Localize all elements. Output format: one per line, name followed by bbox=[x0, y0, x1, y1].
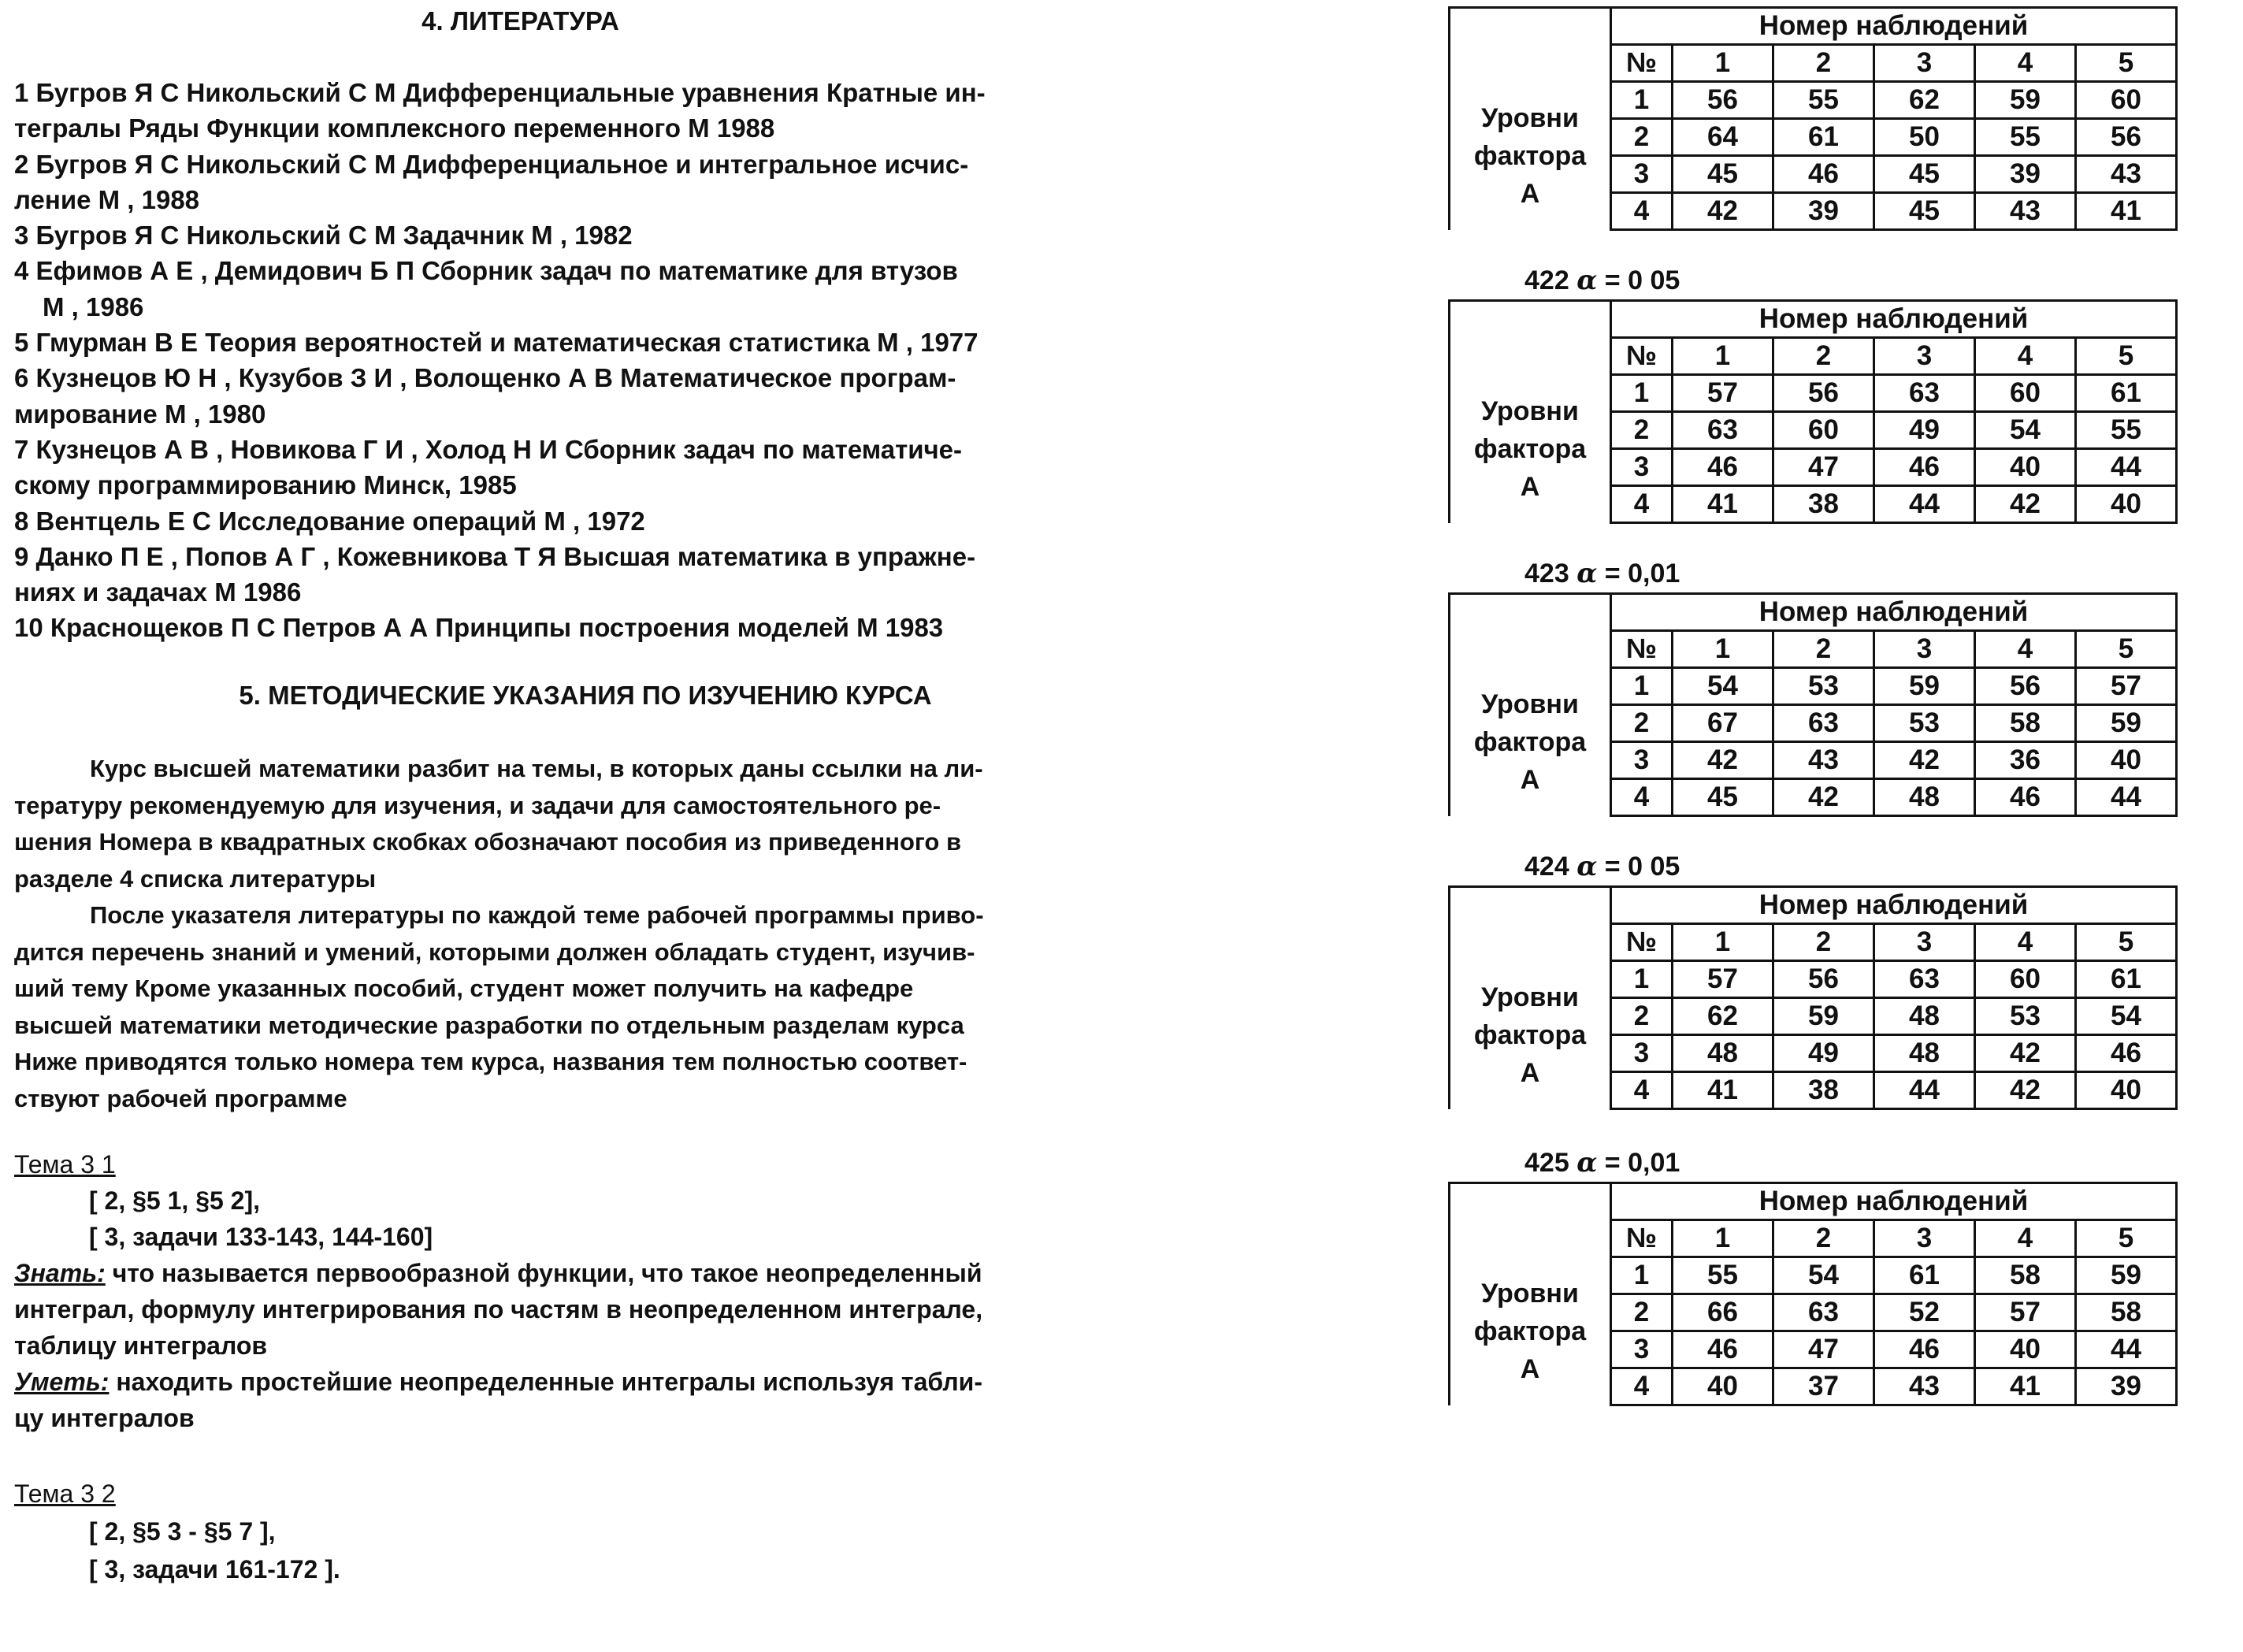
column-header: 5 bbox=[2076, 924, 2177, 961]
table-cell: 53 bbox=[1975, 998, 2076, 1035]
observations-header: Номер наблюдений bbox=[1611, 887, 2177, 924]
table-cell: 56 bbox=[2076, 119, 2177, 156]
table-cell: 66 bbox=[1673, 1294, 1773, 1331]
literature-ref-line: ление М , 1988 bbox=[14, 184, 200, 214]
column-header: 5 bbox=[2076, 1220, 2177, 1257]
alpha-value: 0 05 bbox=[1628, 265, 1680, 295]
column-header: 4 bbox=[1975, 1220, 2076, 1257]
table-cell: 63 bbox=[1874, 375, 1975, 412]
table-cell: 40 bbox=[2076, 742, 2177, 779]
table-cell: 59 bbox=[2076, 705, 2177, 742]
task-number: 425 bbox=[1524, 1148, 1569, 1178]
table-cell: 67 bbox=[1673, 705, 1773, 742]
table-cell: 47 bbox=[1773, 1331, 1874, 1368]
column-header: 2 bbox=[1773, 1220, 1874, 1257]
table-row bbox=[1450, 375, 2177, 412]
topic-ref: [ 3, задачи 133-143, 144-160] bbox=[89, 1223, 433, 1251]
table-cell: 45 bbox=[1673, 156, 1773, 193]
alpha-symbol: α bbox=[1576, 851, 1598, 882]
table-cell: 43 bbox=[1874, 1368, 1975, 1405]
literature-ref-line: скому программированию Минск, 1985 bbox=[14, 470, 517, 500]
guide-paragraphs bbox=[14, 751, 1133, 1117]
observation-table bbox=[1448, 885, 2178, 1110]
literature-ref-line: 10 Краснощеков П С Петров А А Принципы построения моделей М 1983 bbox=[14, 613, 944, 643]
observation-table bbox=[1448, 1182, 2178, 1406]
column-header: 2 bbox=[1773, 631, 1874, 668]
table-cell: 42 bbox=[1975, 486, 2076, 523]
table-cell: 57 bbox=[1673, 961, 1773, 998]
equals-sign: = bbox=[1597, 559, 1628, 588]
table-cell: 56 bbox=[1773, 961, 1874, 998]
table-cell: 48 bbox=[1874, 1035, 1975, 1072]
number-sign-header: № bbox=[1611, 631, 1673, 668]
table-cell: 53 bbox=[1874, 705, 1975, 742]
table-corner bbox=[1450, 887, 1611, 924]
task-number: 422 bbox=[1524, 265, 1569, 295]
know-line: таблицу интегралов bbox=[14, 1331, 268, 1360]
table-cell: 63 bbox=[1773, 1294, 1874, 1331]
column-header: 3 bbox=[1874, 631, 1975, 668]
row-number: 1 bbox=[1611, 961, 1673, 998]
column-header: 2 bbox=[1773, 924, 1874, 961]
literature-ref-line: 8 Вентцель Е С Исследование операций М , 1972 bbox=[14, 506, 645, 536]
can-line: цу интегралов bbox=[14, 1404, 195, 1432]
table-cell: 47 bbox=[1773, 449, 1874, 486]
table-cell: 46 bbox=[1773, 156, 1874, 193]
table-corner bbox=[1450, 8, 1611, 45]
table-cell: 42 bbox=[1975, 1072, 2076, 1109]
table-cell: 59 bbox=[1773, 998, 1874, 1035]
factor-label bbox=[1450, 1257, 1611, 1405]
factor-label bbox=[1450, 961, 1611, 1109]
table-cell: 42 bbox=[1673, 742, 1773, 779]
table-cell: 39 bbox=[1975, 156, 2076, 193]
know-text: что называется первообразной функции, что такое неопределенный bbox=[105, 1259, 982, 1287]
alpha-symbol: α bbox=[1576, 1147, 1598, 1179]
column-header: 1 bbox=[1673, 924, 1773, 961]
table-cell: 60 bbox=[2076, 82, 2177, 119]
column-header: 1 bbox=[1673, 631, 1773, 668]
table-cell: 63 bbox=[1673, 412, 1773, 449]
table-cell: 62 bbox=[1874, 82, 1975, 119]
guide-heading: 5. МЕТОДИЧЕСКИЕ УКАЗАНИЯ ПО ИЗУЧЕНИЮ КУРСА bbox=[239, 681, 932, 710]
task-caption bbox=[1524, 558, 1680, 589]
column-header: 5 bbox=[2076, 45, 2177, 82]
row-number: 2 bbox=[1611, 705, 1673, 742]
table-cell: 58 bbox=[1975, 705, 2076, 742]
know-line: интеграл, формулу интегрирования по частям в неопределенном интеграле, bbox=[14, 1295, 983, 1323]
row-number: 3 bbox=[1611, 449, 1673, 486]
table-cell: 57 bbox=[1975, 1294, 2076, 1331]
observations-header: Номер наблюдений bbox=[1611, 8, 2177, 45]
table-cell: 38 bbox=[1773, 486, 1874, 523]
table-cell: 57 bbox=[2076, 668, 2177, 705]
topic-3-2 bbox=[14, 1475, 1133, 1588]
table-cell: 48 bbox=[1874, 998, 1975, 1035]
factor-label bbox=[1450, 375, 1611, 523]
table-corner bbox=[1450, 338, 1611, 375]
table-cell: 61 bbox=[1874, 1257, 1975, 1294]
alpha-value: 0 05 bbox=[1628, 852, 1680, 882]
guide-line: Курс высшей математики разбит на темы, в которых даны ссылки на ли- bbox=[90, 755, 983, 782]
factor-label-line: А bbox=[1520, 471, 1540, 502]
table-cell: 44 bbox=[1874, 486, 1975, 523]
column-header: 2 bbox=[1773, 45, 1874, 82]
literature-ref-line: 5 Гмурман В Е Теория вероятностей и математическая статистика М , 1977 bbox=[14, 328, 979, 358]
table-cell: 54 bbox=[2076, 998, 2177, 1035]
table-corner bbox=[1450, 631, 1611, 668]
factor-label-line: фактора bbox=[1473, 1019, 1587, 1050]
table-cell: 59 bbox=[2076, 1257, 2177, 1294]
factor-label-line: А bbox=[1520, 1057, 1540, 1088]
table-cell: 64 bbox=[1673, 119, 1773, 156]
table-corner bbox=[1450, 301, 1611, 338]
topic-title: Тема 3 2 bbox=[14, 1479, 116, 1508]
table-cell: 50 bbox=[1874, 119, 1975, 156]
table-cell: 39 bbox=[2076, 1368, 2177, 1405]
table-cell: 55 bbox=[1975, 119, 2076, 156]
table-cell: 48 bbox=[1874, 779, 1975, 816]
literature-ref-line: М , 1986 bbox=[43, 291, 144, 321]
table-cell: 54 bbox=[1975, 412, 2076, 449]
column-header: 1 bbox=[1673, 338, 1773, 375]
alpha-value: 0,01 bbox=[1628, 1148, 1680, 1178]
table-cell: 61 bbox=[2076, 961, 2177, 998]
column-header: 3 bbox=[1874, 45, 1975, 82]
literature-ref-line: 9 Данко П Е , Попов А Г , Кожевникова Т Я Высшая математика в упражне- bbox=[14, 541, 976, 571]
equals-sign: = bbox=[1597, 852, 1628, 882]
column-header: 5 bbox=[2076, 338, 2177, 375]
guide-line: высшей математики методические разработки по отдельным разделам курса bbox=[14, 1011, 964, 1039]
row-number: 2 bbox=[1611, 119, 1673, 156]
factor-label-line: А bbox=[1520, 764, 1540, 795]
table-corner bbox=[1450, 45, 1611, 82]
observations-header: Номер наблюдений bbox=[1611, 301, 2177, 338]
table-cell: 63 bbox=[1874, 961, 1975, 998]
literature-heading: 4. ЛИТЕРАТУРА bbox=[421, 6, 619, 35]
observation-table bbox=[1448, 6, 2178, 231]
row-number: 4 bbox=[1611, 1368, 1673, 1405]
table-row bbox=[1450, 961, 2177, 998]
row-number: 1 bbox=[1611, 82, 1673, 119]
table-cell: 60 bbox=[1773, 412, 1874, 449]
row-number: 4 bbox=[1611, 486, 1673, 523]
table-cell: 43 bbox=[2076, 156, 2177, 193]
alpha-symbol: α bbox=[1576, 265, 1598, 296]
table-cell: 60 bbox=[1975, 375, 2076, 412]
row-number: 3 bbox=[1611, 156, 1673, 193]
topic-3-1 bbox=[14, 1146, 1133, 1436]
row-number: 1 bbox=[1611, 375, 1673, 412]
task-number: 423 bbox=[1524, 559, 1569, 588]
factor-label-line: А bbox=[1520, 1353, 1540, 1384]
table-cell: 63 bbox=[1773, 705, 1874, 742]
table-cell: 42 bbox=[1673, 193, 1773, 230]
know-line bbox=[14, 1255, 1133, 1291]
factor-label-line: А bbox=[1520, 178, 1540, 209]
observations-header: Номер наблюдений bbox=[1611, 594, 2177, 631]
guide-line: ший тему Кроме указанных пособий, студент может получить на кафедре bbox=[14, 974, 914, 1002]
row-number: 2 bbox=[1611, 1294, 1673, 1331]
can-line bbox=[14, 1364, 1133, 1400]
task-caption bbox=[1524, 851, 1680, 882]
topic-ref: [ 2, §5 1, §5 2], bbox=[89, 1186, 261, 1215]
table-cell: 37 bbox=[1773, 1368, 1874, 1405]
table-cell: 49 bbox=[1874, 412, 1975, 449]
table-cell: 48 bbox=[1673, 1035, 1773, 1072]
factor-label-line: Уровни bbox=[1481, 102, 1579, 133]
alpha-symbol: α bbox=[1576, 558, 1598, 589]
guide-line: ствуют рабочей программе bbox=[14, 1084, 347, 1112]
number-sign-header: № bbox=[1611, 1220, 1673, 1257]
row-number: 4 bbox=[1611, 779, 1673, 816]
literature-ref-line: 1 Бугров Я С Никольский С М Дифференциальные уравнения Кратные ин- bbox=[14, 78, 986, 107]
row-number: 1 bbox=[1611, 1257, 1673, 1294]
factor-label-line: фактора bbox=[1473, 1316, 1587, 1346]
table-cell: 41 bbox=[1975, 1368, 2076, 1405]
table-cell: 40 bbox=[1975, 449, 2076, 486]
column-header: 4 bbox=[1975, 45, 2076, 82]
row-number: 3 bbox=[1611, 1331, 1673, 1368]
table-cell: 46 bbox=[1673, 1331, 1773, 1368]
table-cell: 52 bbox=[1874, 1294, 1975, 1331]
column-header: 4 bbox=[1975, 924, 2076, 961]
literature-ref-line: 4 Ефимов А Е , Демидович Б П Сборник задач по математике для втузов bbox=[14, 256, 958, 286]
literature-ref-line: 6 Кузнецов Ю Н , Кузубов З И , Волощенко А В Математическое програм- bbox=[14, 363, 956, 393]
factor-label-line: фактора bbox=[1473, 140, 1587, 171]
row-number: 3 bbox=[1611, 1035, 1673, 1072]
table-cell: 56 bbox=[1673, 82, 1773, 119]
table-cell: 57 bbox=[1673, 375, 1773, 412]
table-cell: 46 bbox=[1673, 449, 1773, 486]
table-cell: 61 bbox=[2076, 375, 2177, 412]
column-header: 1 bbox=[1673, 1220, 1773, 1257]
row-number: 1 bbox=[1611, 668, 1673, 705]
table-cell: 38 bbox=[1773, 1072, 1874, 1109]
table-cell: 41 bbox=[1673, 1072, 1773, 1109]
factor-label-line: фактора bbox=[1473, 726, 1587, 757]
table-cell: 40 bbox=[2076, 1072, 2177, 1109]
guide-line: тературу рекомендуемую для изучения, и задачи для самостоятельного ре- bbox=[14, 791, 941, 819]
table-cell: 44 bbox=[2076, 779, 2177, 816]
row-number: 4 bbox=[1611, 1072, 1673, 1109]
table-cell: 46 bbox=[1874, 1331, 1975, 1368]
row-number: 3 bbox=[1611, 742, 1673, 779]
table-cell: 42 bbox=[1874, 742, 1975, 779]
table-cell: 56 bbox=[1773, 375, 1874, 412]
table-corner bbox=[1450, 1183, 1611, 1220]
task-number: 424 bbox=[1524, 852, 1569, 882]
alpha-value: 0,01 bbox=[1628, 559, 1680, 588]
column-header: 3 bbox=[1874, 924, 1975, 961]
table-cell: 46 bbox=[2076, 1035, 2177, 1072]
table-cell: 45 bbox=[1874, 193, 1975, 230]
column-header: 3 bbox=[1874, 1220, 1975, 1257]
literature-ref-line: 3 Бугров Я С Никольский С М Задачник М , 1982 bbox=[14, 221, 633, 251]
number-sign-header: № bbox=[1611, 45, 1673, 82]
table-cell: 55 bbox=[1673, 1257, 1773, 1294]
table-cell: 58 bbox=[2076, 1294, 2177, 1331]
table-cell: 60 bbox=[1975, 961, 2076, 998]
table-cell: 54 bbox=[1773, 1257, 1874, 1294]
table-cell: 53 bbox=[1773, 668, 1874, 705]
table-corner bbox=[1450, 1220, 1611, 1257]
topic-ref: [ 2, §5 3 - §5 7 ], bbox=[89, 1517, 276, 1546]
table-cell: 56 bbox=[1975, 668, 2076, 705]
literature-list bbox=[14, 75, 1133, 646]
number-sign-header: № bbox=[1611, 338, 1673, 375]
table-cell: 45 bbox=[1874, 156, 1975, 193]
table-cell: 55 bbox=[2076, 412, 2177, 449]
topic-title: Тема 3 1 bbox=[14, 1150, 116, 1179]
observation-table bbox=[1448, 299, 2178, 524]
equals-sign: = bbox=[1597, 265, 1628, 295]
factor-label-line: Уровни bbox=[1481, 395, 1579, 426]
table-cell: 41 bbox=[1673, 486, 1773, 523]
guide-line: Ниже приводятся только номера тем курса, названия тем полностью соответ- bbox=[14, 1048, 967, 1075]
table-cell: 46 bbox=[1975, 779, 2076, 816]
literature-ref-line: 7 Кузнецов А В , Новикова Г И , Холод Н И Сборник задач по математиче- bbox=[14, 434, 963, 464]
factor-label-line: фактора bbox=[1473, 433, 1587, 464]
table-cell: 62 bbox=[1673, 998, 1773, 1035]
row-number: 2 bbox=[1611, 998, 1673, 1035]
table-cell: 44 bbox=[2076, 449, 2177, 486]
table-cell: 58 bbox=[1975, 1257, 2076, 1294]
table-cell: 42 bbox=[1773, 779, 1874, 816]
table-row bbox=[1450, 82, 2177, 119]
table-cell: 43 bbox=[1975, 193, 2076, 230]
table-cell: 43 bbox=[1773, 742, 1874, 779]
literature-ref-line: тегралы Ряды Функции комплексного переменного М 1988 bbox=[14, 113, 775, 143]
table-corner bbox=[1450, 594, 1611, 631]
can-keyword: Уметь: bbox=[14, 1368, 110, 1396]
table-row bbox=[1450, 668, 2177, 705]
table-cell: 54 bbox=[1673, 668, 1773, 705]
table-row bbox=[1450, 1257, 2177, 1294]
know-keyword: Знать: bbox=[14, 1259, 106, 1287]
column-header: 4 bbox=[1975, 338, 2076, 375]
table-cell: 40 bbox=[2076, 486, 2177, 523]
column-header: 5 bbox=[2076, 631, 2177, 668]
table-cell: 40 bbox=[1673, 1368, 1773, 1405]
row-number: 2 bbox=[1611, 412, 1673, 449]
factor-label-line: Уровни bbox=[1481, 689, 1579, 719]
row-number: 4 bbox=[1611, 193, 1673, 230]
task-caption bbox=[1524, 265, 1680, 296]
table-cell: 44 bbox=[2076, 1331, 2177, 1368]
table-cell: 59 bbox=[1874, 668, 1975, 705]
table-cell: 42 bbox=[1975, 1035, 2076, 1072]
observation-table bbox=[1448, 592, 2178, 817]
factor-label-line: Уровни bbox=[1481, 1278, 1579, 1309]
task-caption bbox=[1524, 1147, 1680, 1179]
number-sign-header: № bbox=[1611, 924, 1673, 961]
factor-label bbox=[1450, 82, 1611, 230]
can-text: находить простейшие неопределенные интегралы используя табли- bbox=[109, 1368, 982, 1396]
table-cell: 39 bbox=[1773, 193, 1874, 230]
table-cell: 49 bbox=[1773, 1035, 1874, 1072]
literature-ref-line: мирование М , 1980 bbox=[14, 399, 266, 429]
table-corner bbox=[1450, 924, 1611, 961]
factor-label-line: Уровни bbox=[1481, 982, 1579, 1012]
column-header: 4 bbox=[1975, 631, 2076, 668]
topic-ref: [ 3, задачи 161-172 ]. bbox=[89, 1555, 340, 1583]
table-cell: 36 bbox=[1975, 742, 2076, 779]
guide-line: После указателя литературы по каждой теме рабочей программы приво- bbox=[90, 901, 984, 929]
table-cell: 55 bbox=[1773, 82, 1874, 119]
column-header: 1 bbox=[1673, 45, 1773, 82]
observations-header: Номер наблюдений bbox=[1611, 1183, 2177, 1220]
literature-ref-line: ниях и задачах М 1986 bbox=[14, 577, 302, 607]
factor-label bbox=[1450, 668, 1611, 816]
column-header: 2 bbox=[1773, 338, 1874, 375]
table-cell: 61 bbox=[1773, 119, 1874, 156]
guide-line: дится перечень знаний и умений, которыми должен обладать студент, изучив- bbox=[14, 937, 975, 966]
table-cell: 46 bbox=[1874, 449, 1975, 486]
table-cell: 45 bbox=[1673, 779, 1773, 816]
guide-line: разделе 4 списка литературы bbox=[14, 864, 377, 893]
column-header: 3 bbox=[1874, 338, 1975, 375]
guide-line: шения Номера в квадратных скобках обозначают пособия из приведенного в bbox=[14, 828, 962, 856]
table-cell: 59 bbox=[1975, 82, 2076, 119]
table-cell: 40 bbox=[1975, 1331, 2076, 1368]
table-cell: 41 bbox=[2076, 193, 2177, 230]
table-cell: 44 bbox=[1874, 1072, 1975, 1109]
literature-ref-line: 2 Бугров Я С Никольский С М Дифференциальное и интегральное исчис- bbox=[14, 149, 969, 179]
equals-sign: = bbox=[1597, 1148, 1628, 1178]
